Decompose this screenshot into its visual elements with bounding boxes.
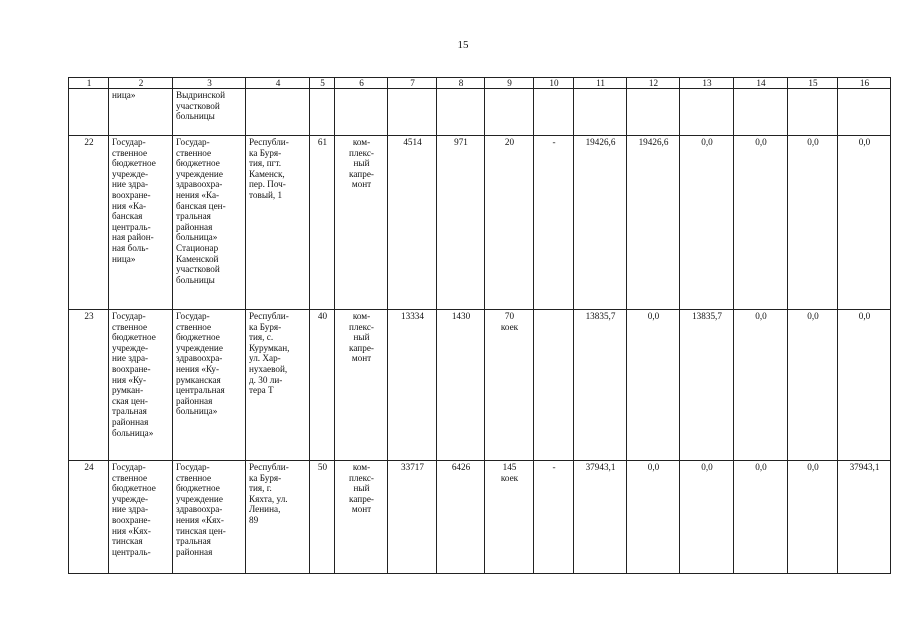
cell-line: бюджетное	[176, 332, 220, 343]
table-cell-col8: 6426	[437, 461, 485, 574]
cell-line: банская цен-	[176, 200, 226, 211]
cell-line: больницы	[176, 274, 215, 285]
table-cell-col15	[788, 89, 838, 136]
cell-line: здравоохра-	[176, 179, 223, 190]
cell-line: ние здра-	[112, 353, 149, 364]
table-cell-col14: 0,0	[734, 310, 788, 461]
cell-line: пер. Поч-	[249, 179, 286, 190]
cell-line: воохране-	[112, 189, 151, 200]
column-header-row	[69, 78, 891, 89]
table-cell-col16: 0,0	[838, 310, 891, 461]
cell-line: ул. Хар-	[249, 353, 281, 364]
cell-line: капре-	[349, 342, 374, 353]
table-cell-col9	[485, 89, 534, 136]
cell-line: бюджетное	[176, 158, 220, 169]
table-cell-no: 23	[69, 310, 109, 461]
cell-line: Государ-	[112, 311, 146, 321]
table-cell-col8: 1430	[437, 310, 485, 461]
table-cell-col16: 0,0	[838, 136, 891, 310]
cell-line: центральная	[176, 385, 225, 396]
cell-line: монт	[351, 504, 372, 515]
table-cell-col13: 0,0	[680, 461, 734, 574]
cell-line: тера Т	[249, 385, 274, 396]
cell-line: коек	[500, 472, 519, 483]
cell-line: плекс-	[349, 472, 374, 483]
table-cell-col10	[534, 89, 574, 136]
table-cell-col2	[109, 136, 173, 310]
cell-line: Кяхта, ул.	[249, 493, 288, 504]
table-cell-col9	[485, 310, 534, 461]
table-cell-col13	[680, 89, 734, 136]
cell-line: районная	[112, 416, 149, 427]
cell-line: нения «Ка-	[176, 189, 220, 200]
table-cell-col6	[335, 461, 388, 574]
cell-line: участковой	[176, 100, 220, 111]
cell-line: учреждение	[176, 168, 223, 179]
data-table	[68, 77, 891, 574]
table-cell-col14: 0,0	[734, 461, 788, 574]
cell-line: ница»	[112, 90, 136, 100]
cell-line: нения «Кях-	[176, 514, 224, 525]
table-body	[69, 89, 891, 574]
cell-line: районная	[176, 221, 213, 232]
cell-line: румканская	[176, 374, 221, 385]
cell-line: ка Буря-	[249, 321, 282, 332]
table-cell-col3	[173, 89, 246, 136]
cell-line: ственное	[112, 147, 148, 158]
table-row	[69, 310, 891, 461]
cell-line: ком-	[352, 137, 371, 147]
cell-line: Государ-	[112, 137, 146, 147]
cell-line: ница»	[112, 253, 136, 264]
column-header: 5	[310, 78, 335, 89]
cell-line: ния «Ка-	[112, 200, 147, 211]
table-row	[69, 89, 891, 136]
cell-line: ния «Кях-	[112, 525, 151, 536]
table-cell-col11: 19426,6	[574, 136, 627, 310]
cell-line: ный	[353, 332, 370, 343]
table-cell-col11: 13835,7	[574, 310, 627, 461]
table-cell-col12: 0,0	[627, 461, 680, 574]
cell-line: учрежде-	[112, 168, 149, 179]
cell-line: ние здра-	[112, 179, 149, 190]
column-header: 12	[627, 78, 680, 89]
table-cell-col10: -	[534, 461, 574, 574]
cell-line: Выдринской	[176, 90, 225, 100]
cell-line: ная боль-	[112, 242, 149, 253]
cell-line: ка Буря-	[249, 472, 282, 483]
cell-line: ственное	[176, 147, 212, 158]
table-cell-col12: 19426,6	[627, 136, 680, 310]
table-cell-col5: 50	[310, 461, 335, 574]
table-cell-no	[69, 89, 109, 136]
table-cell-col4	[246, 136, 310, 310]
cell-line: учрежде-	[112, 342, 149, 353]
cell-line: Курумкан,	[249, 342, 290, 353]
cell-line: ственное	[176, 321, 212, 332]
column-header: 10	[534, 78, 574, 89]
cell-line: бюджетное	[176, 483, 220, 494]
cell-line: Республи-	[249, 311, 289, 321]
cell-line: Республи-	[249, 137, 289, 147]
table-cell-col15: 0,0	[788, 310, 838, 461]
table-cell-col7: 33717	[388, 461, 437, 574]
cell-line: ком-	[352, 462, 371, 472]
column-header: 3	[173, 78, 246, 89]
table-cell-col2	[109, 89, 173, 136]
cell-line: тинская	[112, 536, 143, 547]
table-cell-col13: 13835,7	[680, 310, 734, 461]
table-cell-col8	[437, 89, 485, 136]
cell-line: коек	[500, 321, 519, 332]
cell-line: тия, г.	[249, 483, 272, 494]
cell-line: монт	[351, 179, 372, 190]
cell-line: тральная	[176, 536, 211, 547]
cell-line: Республи-	[249, 462, 289, 472]
cell-line: ная район-	[112, 232, 154, 243]
cell-line: ка Буря-	[249, 147, 282, 158]
cell-line: тия, пгт.	[249, 158, 282, 169]
table-cell-col3	[173, 136, 246, 310]
cell-line: плекс-	[349, 321, 374, 332]
cell-line: участковой	[176, 264, 220, 275]
column-header: 9	[485, 78, 534, 89]
cell-line: районная	[176, 395, 213, 406]
column-header: 11	[574, 78, 627, 89]
column-header: 8	[437, 78, 485, 89]
cell-line: д. 30 ли-	[249, 374, 283, 385]
cell-line: нения «Ку-	[176, 363, 220, 374]
table-cell-col6	[335, 310, 388, 461]
table-cell-col6	[335, 136, 388, 310]
cell-line: банская	[112, 211, 143, 222]
cell-line: здравоохра-	[176, 353, 223, 364]
cell-line: воохране-	[112, 514, 151, 525]
cell-line: тия, с.	[249, 332, 274, 343]
table-cell-col7	[388, 89, 437, 136]
cell-line: капре-	[349, 493, 374, 504]
column-header: 13	[680, 78, 734, 89]
table-cell-no: 24	[69, 461, 109, 574]
cell-line: 70	[504, 311, 515, 321]
table-cell-col5	[310, 89, 335, 136]
table-cell-col5: 61	[310, 136, 335, 310]
cell-line: ние здра-	[112, 504, 149, 515]
column-header: 7	[388, 78, 437, 89]
cell-line: Стационар	[176, 242, 219, 253]
table-cell-col8: 971	[437, 136, 485, 310]
cell-line: воохране-	[112, 363, 151, 374]
table-cell-col14	[734, 89, 788, 136]
table-cell-col12	[627, 89, 680, 136]
column-header: 6	[335, 78, 388, 89]
cell-line: 89	[249, 514, 259, 525]
cell-line: тинская цен-	[176, 525, 226, 536]
cell-line: тральная	[176, 211, 211, 222]
table-cell-col11	[574, 89, 627, 136]
cell-line: бюджетное	[112, 332, 156, 343]
table-cell-col14: 0,0	[734, 136, 788, 310]
cell-line: Ленина,	[249, 504, 281, 515]
table-row	[69, 136, 891, 310]
cell-line: ская цен-	[112, 395, 148, 406]
table-cell-col5: 40	[310, 310, 335, 461]
table-cell-col9	[485, 136, 534, 310]
cell-line: Каменск,	[249, 168, 285, 179]
cell-line: больница»	[112, 427, 154, 438]
table-cell-no: 22	[69, 136, 109, 310]
cell-line: Каменской	[176, 253, 219, 264]
table-cell-col6	[335, 89, 388, 136]
cell-line: ния «Ку-	[112, 374, 147, 385]
table-cell-col3	[173, 310, 246, 461]
cell-line: учрежде-	[112, 493, 149, 504]
cell-line: Государ-	[176, 462, 210, 472]
cell-line: тральная	[112, 406, 147, 417]
column-header: 15	[788, 78, 838, 89]
table-cell-col4	[246, 89, 310, 136]
table-row	[69, 461, 891, 574]
column-header: 4	[246, 78, 310, 89]
cell-line: ственное	[176, 472, 212, 483]
table-cell-col16	[838, 89, 891, 136]
table-cell-col10: -	[534, 136, 574, 310]
cell-line: 20	[504, 137, 515, 147]
cell-line: централь-	[112, 546, 151, 557]
table-cell-col4	[246, 461, 310, 574]
cell-line: капре-	[349, 168, 374, 179]
cell-line: плекс-	[349, 147, 374, 158]
cell-line: районная	[176, 546, 213, 557]
column-header: 2	[109, 78, 173, 89]
cell-line: румкан-	[112, 385, 144, 396]
cell-line: товый, 1	[249, 189, 283, 200]
cell-line: Государ-	[112, 462, 146, 472]
cell-line: ный	[353, 158, 370, 169]
table-cell-col4	[246, 310, 310, 461]
cell-line: 145	[502, 462, 517, 472]
cell-line: нухаевой,	[249, 363, 288, 374]
table-cell-col11: 37943,1	[574, 461, 627, 574]
table-cell-col13: 0,0	[680, 136, 734, 310]
cell-line: здравоохра-	[176, 504, 223, 515]
cell-line: Государ-	[176, 311, 210, 321]
cell-line: ственное	[112, 321, 148, 332]
cell-line: ком-	[352, 311, 371, 321]
cell-line: Государ-	[176, 137, 210, 147]
table-cell-col2	[109, 461, 173, 574]
column-header: 14	[734, 78, 788, 89]
cell-line: больницы	[176, 111, 215, 122]
column-header: 16	[838, 78, 891, 89]
cell-line: монт	[351, 353, 372, 364]
table-cell-col16: 37943,1	[838, 461, 891, 574]
page-number: 15	[457, 39, 469, 51]
cell-line: ственное	[112, 472, 148, 483]
cell-line: централь-	[112, 221, 151, 232]
table-cell-col15: 0,0	[788, 461, 838, 574]
table-cell-col7: 13334	[388, 310, 437, 461]
cell-line: больница»	[176, 232, 218, 243]
table-cell-col3	[173, 461, 246, 574]
cell-line: учреждение	[176, 493, 223, 504]
table-cell-col10	[534, 310, 574, 461]
cell-line: бюджетное	[112, 158, 156, 169]
cell-line: больница»	[176, 406, 218, 417]
column-header: 1	[69, 78, 109, 89]
table-cell-col2	[109, 310, 173, 461]
cell-line: бюджетное	[112, 483, 156, 494]
table-cell-col7: 4514	[388, 136, 437, 310]
cell-line: ный	[353, 483, 370, 494]
table-cell-col15: 0,0	[788, 136, 838, 310]
table-cell-col12: 0,0	[627, 310, 680, 461]
cell-line: учреждение	[176, 342, 223, 353]
table-cell-col9	[485, 461, 534, 574]
